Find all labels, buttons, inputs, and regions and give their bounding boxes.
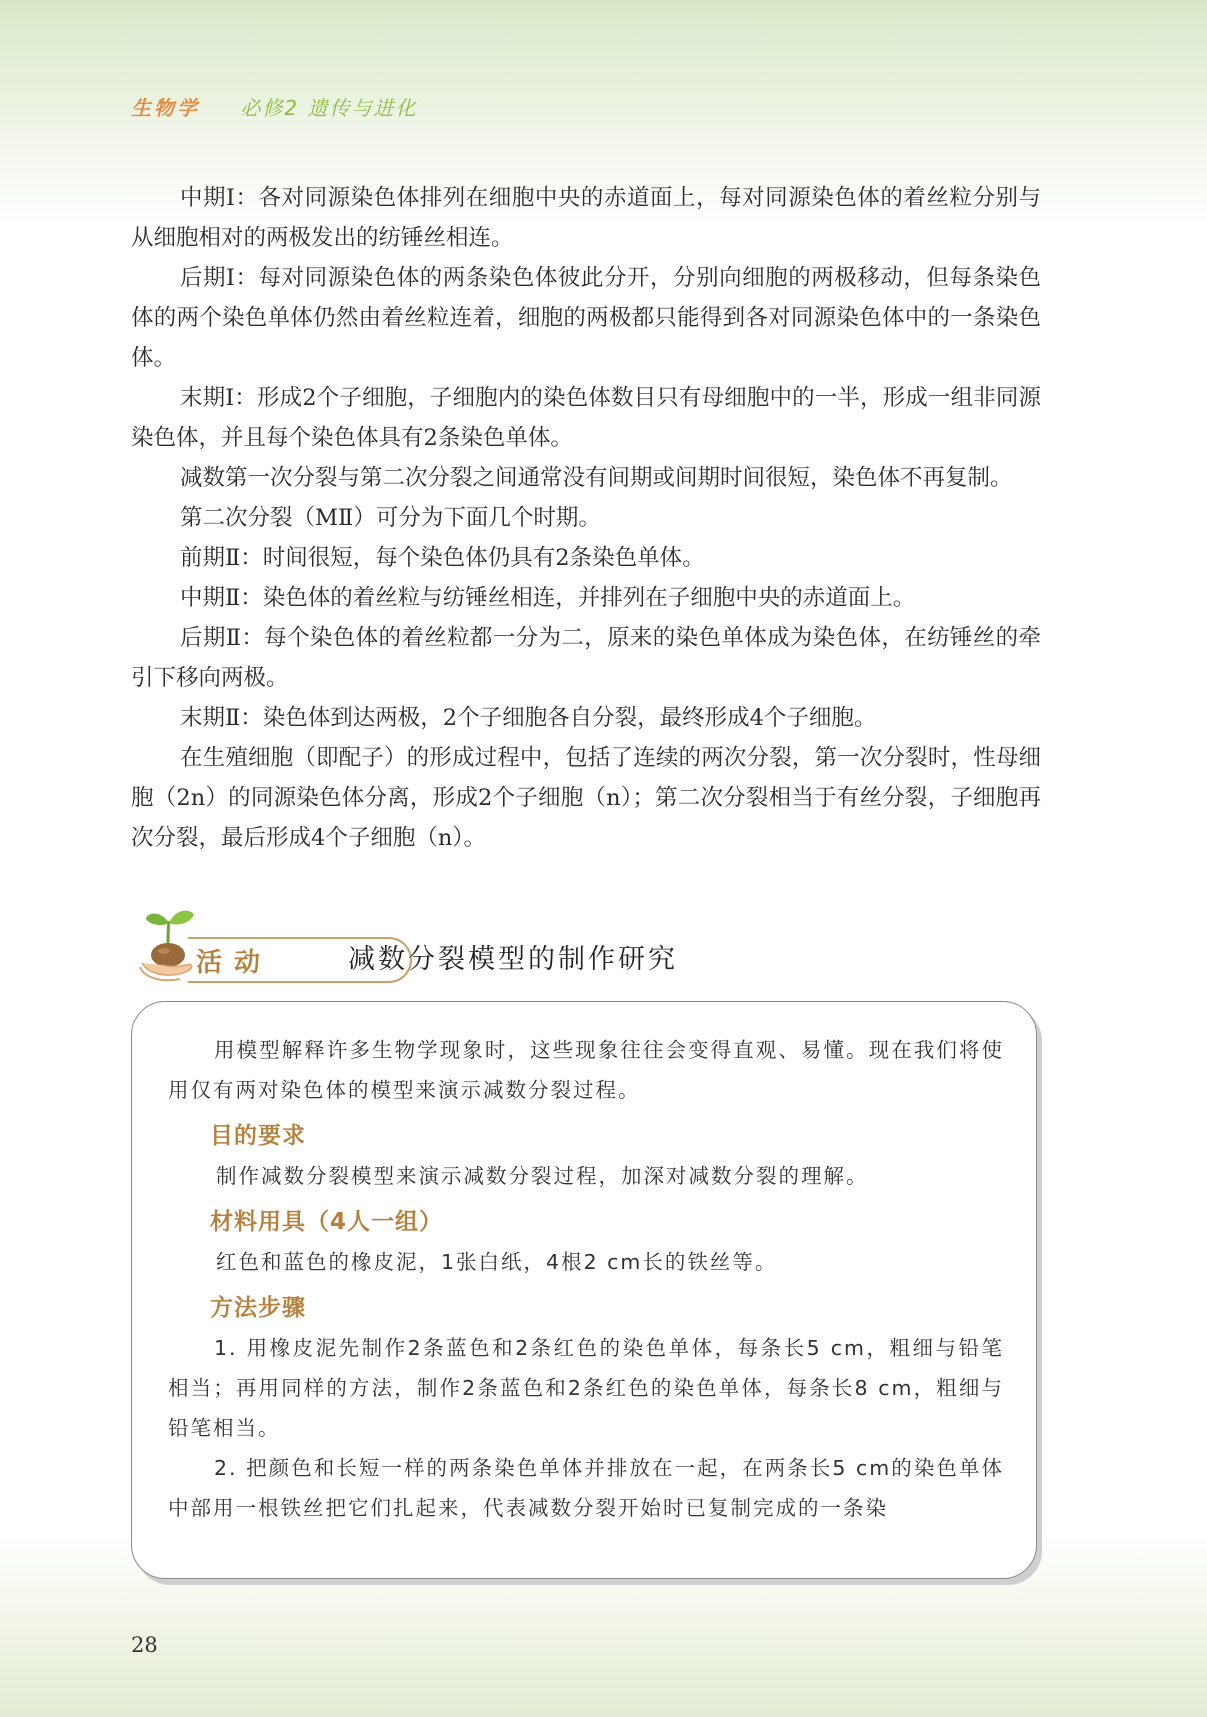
paragraph: 前期Ⅱ：时间很短，每个染色体仍具有2条染色单体。 — [180, 545, 705, 571]
header-book-title: 必修2 遗传与进化 — [240, 96, 418, 120]
activity-header — [128, 905, 688, 978]
step-item: 1. 用橡皮泥先制作2条蓝色和2条红色的染色单体，每条长5 cm，粗细与铅笔相当；再用同样的方法，制作2条蓝色和2条红色的染色单体，每条长8 cm，粗细与铅笔相当。 — [168, 1336, 1004, 1440]
paragraph: 末期Ⅱ：染色体到达两极，2个子细胞各自分裂，最终形成4个子细胞。 — [180, 705, 877, 731]
activity-label: 活动 — [196, 948, 273, 978]
header-subject: 生物学 — [131, 96, 200, 120]
step-item: 2. 把颜色和长短一样的两条染色单体并排放在一起，在两条长5 cm的染色单体中部用一根铁丝把它们扎起来，代表减数分裂开始时已复制完成的一条染 — [168, 1456, 1004, 1520]
paragraph: 在生殖细胞（即配子）的形成过程中，包括了连续的两次分裂，第一次分裂时，性母细胞（2n）的同源染色体分离，形成2个子细胞（n）；第二次分裂相当于有丝分裂，子细胞再次分裂，最后形成4个子细胞（n）。 — [131, 745, 1041, 851]
main-text — [131, 178, 1041, 858]
materials-text: 红色和蓝色的橡皮泥，1张白纸，4根2 cm长的铁丝等。 — [216, 1250, 778, 1274]
purpose-text: 制作减数分裂模型来演示减数分裂过程，加深对减数分裂的理解。 — [216, 1164, 869, 1188]
steps-heading: 方法步骤 — [210, 1295, 306, 1321]
activity-title: 减数分裂模型的制作研究 — [348, 944, 678, 975]
paragraph: 后期Ⅰ：每对同源染色体的两条染色体彼此分开，分别向细胞的两极移动，但每条染色体的两个染色单体仍然由着丝粒连着，细胞的两极都只能得到各对同源染色体中的一条染色体。 — [131, 265, 1041, 371]
paragraph: 减数第一次分裂与第二次分裂之间通常没有间期或间期时间很短，染色体不再复制。 — [180, 465, 1013, 491]
activity-box — [131, 1001, 1037, 1579]
paragraph: 中期Ⅱ：染色体的着丝粒与纺锤丝相连，并排列在子细胞中央的赤道面上。 — [180, 585, 916, 611]
page-number: 28 — [131, 1633, 158, 1657]
paragraph: 末期Ⅰ：形成2个子细胞，子细胞内的染色体数目只有母细胞中的一半，形成一组非同源染色体，并且每个染色体具有2条染色单体。 — [131, 385, 1041, 451]
purpose-heading: 目的要求 — [210, 1123, 306, 1149]
activity-intro: 用模型解释许多生物学现象时，这些现象往往会变得直观、易懂。现在我们将使用仅有两对染色体的模型来演示减数分裂过程。 — [168, 1038, 1004, 1102]
materials-heading: 材料用具（4人一组） — [210, 1209, 444, 1235]
paragraph: 后期Ⅱ：每个染色体的着丝粒都一分为二，原来的染色单体成为染色体，在纺锤丝的牵引下移向两极。 — [131, 625, 1041, 691]
paragraph: 第二次分裂（MⅡ）可分为下面几个时期。 — [180, 505, 601, 531]
paragraph: 中期Ⅰ：各对同源染色体排列在细胞中央的赤道面上，每对同源染色体的着丝粒分别与从细胞相对的两极发出的纺锤丝相连。 — [131, 185, 1041, 251]
activity-content — [168, 1030, 1004, 1528]
running-header — [131, 92, 417, 121]
